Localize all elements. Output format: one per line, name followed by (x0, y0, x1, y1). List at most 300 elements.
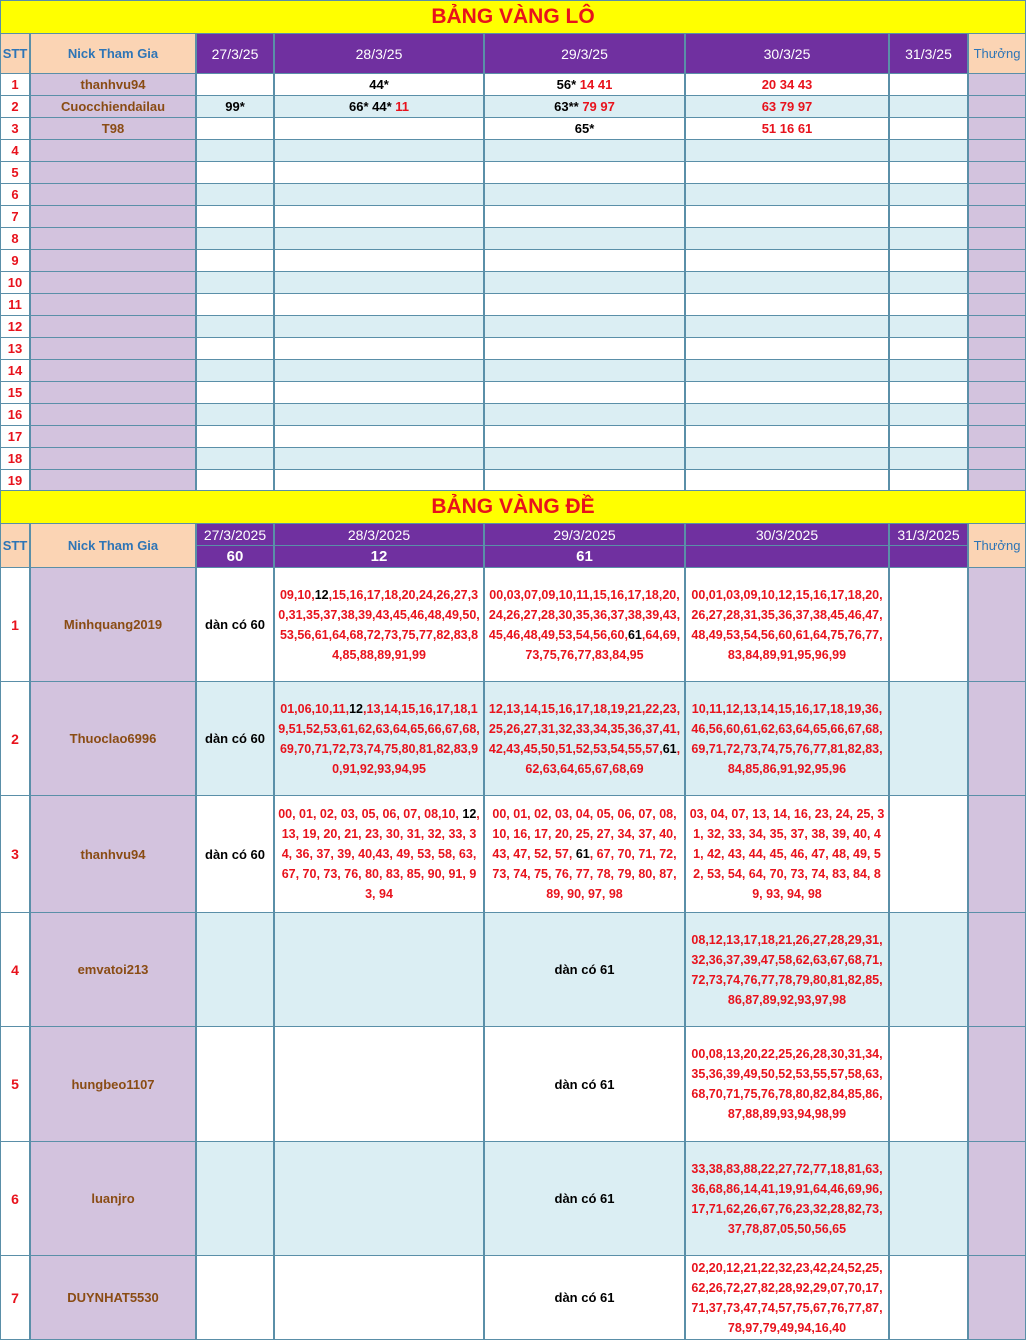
lo-row-cell (889, 293, 968, 316)
stt-text: 1 (11, 77, 19, 92)
lo-row-cell (196, 381, 274, 404)
lo-row-cell (484, 139, 685, 162)
lo-row-stt (0, 183, 30, 206)
lo-row-thuong (968, 227, 1026, 250)
de-row-stt (0, 1026, 30, 1142)
de-header-thuong (968, 523, 1026, 568)
stt-text: 11 (8, 297, 22, 312)
lo-header-thuong (968, 33, 1026, 74)
cell-text (575, 121, 595, 136)
number-segment: 11 (391, 99, 409, 114)
de-row-cell (274, 1026, 484, 1142)
lo-row-cell (889, 139, 968, 162)
lo-title-text: BẢNG VÀNG LÔ (431, 5, 595, 28)
lo-row-cell (484, 425, 685, 448)
cell-text (205, 847, 265, 862)
lo-row-thuong (968, 73, 1026, 96)
lo-row-thuong (968, 293, 1026, 316)
cell-text (225, 99, 245, 114)
stt-text: 14 (7, 363, 23, 378)
de-header-date (196, 523, 274, 546)
lo-row-cell (889, 249, 968, 272)
number-segment: 65* (574, 121, 595, 136)
de-row-cell (889, 1141, 968, 1256)
lo-row-cell (196, 249, 274, 272)
header-date-text: 29/3/25 (561, 45, 608, 62)
cell-text (689, 1159, 885, 1239)
stt-text: 1 (11, 616, 19, 633)
lo-row-cell (274, 73, 484, 96)
lo-row-cell (685, 205, 889, 228)
lo-row-cell (889, 205, 968, 228)
de-row-stt (0, 1255, 30, 1340)
number-segment: dàn có 61 (554, 1076, 615, 1092)
lo-row-nick (30, 403, 196, 426)
lo-row-cell (196, 205, 274, 228)
stt-text: 19 (7, 473, 23, 488)
stt-text: 5 (11, 165, 19, 180)
lo-row-cell (274, 381, 484, 404)
de-header-result (685, 545, 889, 568)
lo-row-cell (889, 447, 968, 470)
de-header-date (484, 523, 685, 546)
stt-text: 13 (7, 341, 23, 356)
de-row-cell (889, 567, 968, 682)
lo-row-cell (484, 359, 685, 382)
lo-row-cell (274, 139, 484, 162)
stt-text: 9 (11, 253, 19, 268)
number-segment: 12 (349, 701, 364, 716)
cell-text (689, 699, 885, 779)
lo-header-nick (30, 33, 196, 74)
lo-row-nick (30, 425, 196, 448)
cell-text (557, 77, 613, 92)
stt-text: 2 (11, 730, 19, 747)
number-segment: 66* 44* (348, 99, 392, 114)
de-row-nick (30, 795, 196, 913)
cell-text (349, 99, 409, 114)
header-nick-text: Nick Tham Gia (67, 538, 159, 553)
cell-text (554, 99, 615, 114)
lo-row-cell (685, 337, 889, 360)
number-segment: 63 79 97 (761, 99, 813, 114)
de-header-nick (30, 523, 196, 568)
number-segment: 00,08,13,20,22,25,26,28,30,31,34,35,36,39,49,50,52,53,55,57,58,63,68,70,71,75,76,78,80,82,84,85,86,87,88,89,93,94,98,99 (691, 1047, 883, 1121)
lo-row-thuong (968, 359, 1026, 382)
de-row-cell (196, 912, 274, 1027)
cell-text (488, 699, 681, 779)
cell-text (488, 585, 681, 665)
lo-row-stt (0, 293, 30, 316)
lo-row-thuong (968, 315, 1026, 338)
number-segment: dàn có 61 (554, 962, 615, 977)
lo-row-stt (0, 337, 30, 360)
number-segment: 00,01,03,09,10,12,15,16,17,18,20,26,27,28,31,35,36,37,38,45,46,47,48,49,53,54,56,60,61,64,75,76,77,83,84,89,91,95,96,99 (691, 587, 883, 662)
lo-row-nick (30, 117, 196, 140)
de-row-thuong (968, 681, 1026, 796)
lo-row-nick (30, 381, 196, 404)
header-thuong-text: Thưởng (973, 46, 1021, 61)
lo-row-nick (30, 315, 196, 338)
lo-row-thuong (968, 139, 1026, 162)
lo-row-nick (30, 359, 196, 382)
header-date-text: 27/3/25 (211, 45, 259, 62)
lo-row-cell (196, 139, 274, 162)
de-header-result (889, 545, 968, 568)
lo-row-nick (30, 249, 196, 272)
de-title-text: BẢNG VÀNG ĐỀ (431, 495, 595, 518)
lo-row-cell (196, 227, 274, 250)
de-row-cell (484, 1026, 685, 1142)
number-segment: 00,03,07,09,10,11,15,16,17,18,20,24,26,27,28,30,35,36,37,38,39,43,45,46,48,49,53,54,56,60, (488, 587, 681, 642)
cell-text (689, 804, 885, 904)
de-row-cell (685, 681, 889, 796)
lo-row-thuong (968, 337, 1026, 360)
lo-row-cell (274, 117, 484, 140)
de-row-stt (0, 1141, 30, 1256)
lo-row-cell (484, 381, 685, 404)
lo-row-cell (484, 73, 685, 96)
de-row-cell (196, 795, 274, 913)
lo-row-cell (685, 403, 889, 426)
lo-row-cell (685, 117, 889, 140)
de-row-cell (196, 1026, 274, 1142)
cell-text (689, 1044, 885, 1124)
de-row-cell (274, 912, 484, 1027)
number-segment: 51 16 61 (761, 121, 813, 136)
lo-row-cell (196, 469, 274, 492)
nick-text: Thuoclao6996 (69, 731, 157, 746)
de-header-result (196, 545, 274, 568)
number-segment: ,62,63,64,65,67,68,69 (525, 741, 681, 776)
number-segment: 79 97 (578, 99, 615, 114)
lo-row-stt (0, 271, 30, 294)
de-row-cell (484, 681, 685, 796)
de-row-thuong (968, 1141, 1026, 1256)
stt-text: 2 (11, 99, 19, 114)
lo-row-cell (484, 469, 685, 492)
lo-row-cell (196, 183, 274, 206)
lo-row-cell (889, 117, 968, 140)
lo-row-cell (685, 183, 889, 206)
lo-row-cell (274, 293, 484, 316)
number-segment: dàn có 61 (554, 1191, 615, 1206)
lo-row-cell (889, 425, 968, 448)
number-segment: dàn có 61 (554, 1290, 615, 1305)
lo-row-cell (889, 315, 968, 338)
lo-row-stt (0, 381, 30, 404)
number-segment: 61 (662, 741, 677, 756)
de-header-date (274, 523, 484, 546)
de-row-cell (196, 1141, 274, 1256)
stt-text: 10 (7, 275, 23, 290)
number-segment: ,15,16,17,18,20,24,26,27,30,31,35,37,38,39,43,45,46,48,49,50,53,56,61,64,68,72,73,75,77,82,83,84,85,88,89,91,99 (278, 587, 480, 662)
de-row-thuong (968, 1026, 1026, 1142)
lo-row-stt (0, 95, 30, 118)
de-row-stt (0, 912, 30, 1027)
lo-row-nick (30, 139, 196, 162)
lo-row-cell (889, 161, 968, 184)
lo-row-stt (0, 249, 30, 272)
lo-row-nick (30, 337, 196, 360)
lo-row-nick (30, 183, 196, 206)
cell-text (488, 804, 681, 904)
lo-row-nick (30, 73, 196, 96)
nick-text: emvatoi213 (77, 962, 149, 977)
lo-row-stt (0, 227, 30, 250)
stt-text: 6 (11, 187, 19, 202)
stt-text: 12 (7, 319, 23, 334)
cell-text (555, 962, 615, 977)
number-segment: ,64,69,73,75,76,77,83,84,95 (525, 627, 681, 662)
lo-row-stt (0, 73, 30, 96)
number-segment: 44* (369, 77, 389, 92)
de-row-cell (274, 1255, 484, 1340)
lo-row-stt (0, 315, 30, 338)
de-row-cell (889, 912, 968, 1027)
cell-text (278, 585, 480, 665)
lo-header-date (274, 33, 484, 74)
lo-row-nick (30, 161, 196, 184)
lo-row-cell (889, 359, 968, 382)
de-row-cell (889, 795, 968, 913)
de-row-cell (685, 567, 889, 682)
number-segment: 09,10, (279, 587, 315, 602)
de-row-cell (889, 681, 968, 796)
cell-text (555, 1290, 615, 1305)
number-segment: , 67, 70, 71, 72, 73, 74, 75, 76, 77, 78, 79, 80, 87, 89, 90, 97, 98 (492, 847, 677, 901)
de-row-cell (484, 795, 685, 913)
lo-row-cell (484, 117, 685, 140)
lo-row-cell (274, 161, 484, 184)
lo-row-cell (196, 95, 274, 118)
header-date-text: 30/3/25 (763, 45, 811, 62)
header-stt-text: STT (2, 538, 28, 553)
lo-row-thuong (968, 205, 1026, 228)
lo-row-cell (196, 425, 274, 448)
de-row-stt (0, 567, 30, 682)
lo-row-cell (889, 337, 968, 360)
lo-row-cell (685, 425, 889, 448)
nick-text: T98 (101, 121, 125, 136)
lo-row-cell (196, 337, 274, 360)
number-segment: 12,13,14,15,16,17,18,19,21,22,23,25,26,27,31,32,33,34,35,36,37,41,42,43,45,50,51,52,53,54,55,57, (488, 701, 681, 756)
cell-text (689, 930, 885, 1010)
de-row-stt (0, 795, 30, 913)
nick-text: hungbeo1107 (71, 1076, 155, 1092)
number-segment: 33,38,83,88,22,27,72,77,18,81,63,36,68,86,14,41,19,91,64,46,69,96,17,71,62,26,67,76,23,32,28,82,73,37,78,87,05,50,56,65 (691, 1161, 883, 1236)
lo-row-cell (889, 381, 968, 404)
lo-row-nick (30, 271, 196, 294)
lo-row-cell (484, 161, 685, 184)
de-row-cell (196, 567, 274, 682)
lo-row-nick (30, 447, 196, 470)
lo-row-cell (196, 359, 274, 382)
nick-text: thanhvu94 (80, 846, 146, 862)
lo-row-cell (484, 205, 685, 228)
header-result-text: 61 (576, 548, 593, 565)
lo-row-cell (274, 403, 484, 426)
de-header-date (685, 523, 889, 546)
lo-row-cell (274, 249, 484, 272)
number-segment: 63** (554, 99, 579, 114)
de-row-nick (30, 1141, 196, 1256)
cell-text (369, 77, 389, 92)
cell-text (689, 585, 885, 665)
header-stt-text: STT (2, 46, 28, 61)
de-row-cell (685, 912, 889, 1027)
header-date-text: 27/3/2025 (203, 526, 267, 543)
number-segment: dàn có 60 (205, 617, 265, 632)
lo-row-thuong (968, 271, 1026, 294)
lo-row-cell (196, 403, 274, 426)
lo-row-cell (889, 403, 968, 426)
lo-row-cell (196, 117, 274, 140)
de-row-cell (685, 1255, 889, 1340)
lo-row-nick (30, 293, 196, 316)
lo-row-cell (196, 315, 274, 338)
de-row-nick (30, 912, 196, 1027)
lo-row-cell (274, 359, 484, 382)
stt-text: 7 (11, 209, 19, 224)
lo-row-nick (30, 205, 196, 228)
nick-text: DUYNHAT5530 (67, 1290, 159, 1305)
number-segment: 10,11,12,13,14,15,16,17,18,19,36,46,56,60,61,62,63,64,65,66,67,68,69,71,72,73,74,75,76,77,81,82,83,84,85,86,91,92,95,96 (691, 701, 883, 776)
lo-row-cell (274, 469, 484, 492)
lo-row-cell (196, 271, 274, 294)
lo-row-cell (484, 249, 685, 272)
stt-text: 4 (11, 961, 19, 978)
lo-row-thuong (968, 95, 1026, 118)
de-row-cell (484, 1255, 685, 1340)
number-segment: 00, 01, 02, 03, 05, 06, 07, 08,10, (278, 807, 463, 821)
lo-row-cell (196, 293, 274, 316)
cell-text (689, 1258, 885, 1338)
lo-row-cell (685, 139, 889, 162)
lo-row-cell (685, 249, 889, 272)
lo-row-stt (0, 117, 30, 140)
lo-row-nick (30, 227, 196, 250)
de-row-nick (30, 1255, 196, 1340)
lo-row-thuong (968, 183, 1026, 206)
number-segment: ,13,14,15,16,17,18,19,51,52,53,61,62,63,64,65,66,67,68,69,70,71,72,73,74,75,80,81,82,83,90,91,92,93,94,95 (278, 701, 480, 776)
lo-row-cell (274, 205, 484, 228)
de-row-cell (484, 912, 685, 1027)
lo-row-cell (889, 183, 968, 206)
header-date-text: 28/3/2025 (347, 526, 411, 543)
lo-row-thuong (968, 469, 1026, 492)
lo-row-thuong (968, 403, 1026, 426)
lo-row-stt (0, 359, 30, 382)
stt-text: 18 (7, 451, 23, 466)
lo-row-cell (484, 293, 685, 316)
de-row-cell (889, 1026, 968, 1142)
number-segment: dàn có 60 (205, 846, 265, 862)
lo-row-cell (685, 359, 889, 382)
stt-text: 6 (11, 1190, 19, 1207)
de-row-cell (196, 681, 274, 796)
lo-row-nick (30, 95, 196, 118)
lo-row-cell (484, 447, 685, 470)
lo-row-cell (196, 447, 274, 470)
cell-text (205, 731, 265, 746)
lo-row-thuong (968, 381, 1026, 404)
number-segment: 00, 01, 02, 03, 04, 05, 06, 07, 08, 10, 16, 17, 20, 25, 27, 34, 37, 40, 43, 47, 52, 57, (492, 807, 677, 861)
number-segment: , 13, 19, 20, 21, 23, 30, 31, 32, 33, 34, 36, 37, 39, 40,43, 49, 53, 58, 63, 67, 70, 73, 76, 80, 83, 85, 90, 91, 93, 94 (281, 807, 480, 901)
lo-row-cell (889, 73, 968, 96)
de-row-thuong (968, 795, 1026, 913)
cell-text (555, 1191, 615, 1206)
de-row-nick (30, 567, 196, 682)
stt-text: 16 (7, 407, 23, 422)
cell-text (278, 804, 480, 904)
lo-row-cell (889, 469, 968, 492)
cell-text (278, 699, 480, 779)
nick-text: Cuocchiendailau (60, 99, 166, 114)
header-result-text: 60 (226, 548, 244, 565)
lo-row-cell (889, 227, 968, 250)
lo-row-thuong (968, 249, 1026, 272)
lo-row-cell (685, 469, 889, 492)
nick-text: Minhquang2019 (63, 617, 163, 632)
cell-text (762, 121, 813, 136)
de-row-cell (484, 1141, 685, 1256)
lo-row-cell (274, 425, 484, 448)
number-segment: 56* (556, 77, 577, 92)
cell-text (762, 77, 813, 92)
lo-header-date (889, 33, 968, 74)
lo-row-cell (685, 447, 889, 470)
stt-text: 4 (11, 143, 19, 158)
lo-row-thuong (968, 425, 1026, 448)
lo-header-date (484, 33, 685, 74)
header-result-text: 12 (370, 548, 388, 565)
lo-row-cell (889, 271, 968, 294)
de-row-cell (685, 1026, 889, 1142)
cell-text (205, 617, 265, 632)
cell-text (555, 1077, 615, 1092)
de-row-thuong (968, 567, 1026, 682)
lo-row-cell (685, 227, 889, 250)
de-row-cell (274, 567, 484, 682)
lo-row-stt (0, 447, 30, 470)
lo-row-cell (685, 315, 889, 338)
de-row-nick (30, 681, 196, 796)
lo-row-cell (196, 73, 274, 96)
de-row-cell (889, 1255, 968, 1340)
stt-text: 3 (11, 846, 19, 862)
lo-row-thuong (968, 447, 1026, 470)
de-title (0, 490, 1026, 524)
stt-text: 7 (11, 1289, 19, 1306)
number-segment: 61 (627, 627, 642, 642)
number-segment: 03, 04, 07, 13, 14, 16, 23, 24, 25, 31, 32, 33, 34, 35, 37, 38, 39, 40, 41, 42, 43, 44, 45, 46, 47, 48, 49, 52, 53, 54, 64, 70, 73, 74, 83, 84, 89, 93, 94, 98 (689, 807, 885, 901)
header-date-text: 31/3/2025 (897, 526, 960, 543)
lo-row-stt (0, 469, 30, 492)
lo-row-cell (196, 161, 274, 184)
de-row-cell (274, 795, 484, 913)
lo-row-cell (274, 271, 484, 294)
lo-row-cell (274, 95, 484, 118)
lo-row-cell (685, 271, 889, 294)
lo-row-cell (484, 183, 685, 206)
number-segment: 20 34 43 (761, 77, 813, 92)
number-segment: 08,12,13,17,18,21,26,27,28,29,31,32,36,37,39,47,58,62,63,67,68,71,72,73,74,76,77,78,79,80,81,82,85,86,87,89,92,93,97,98 (691, 932, 883, 1007)
de-row-thuong (968, 1255, 1026, 1340)
de-header-result (274, 545, 484, 568)
stt-text: 8 (11, 231, 19, 246)
lo-row-cell (685, 381, 889, 404)
